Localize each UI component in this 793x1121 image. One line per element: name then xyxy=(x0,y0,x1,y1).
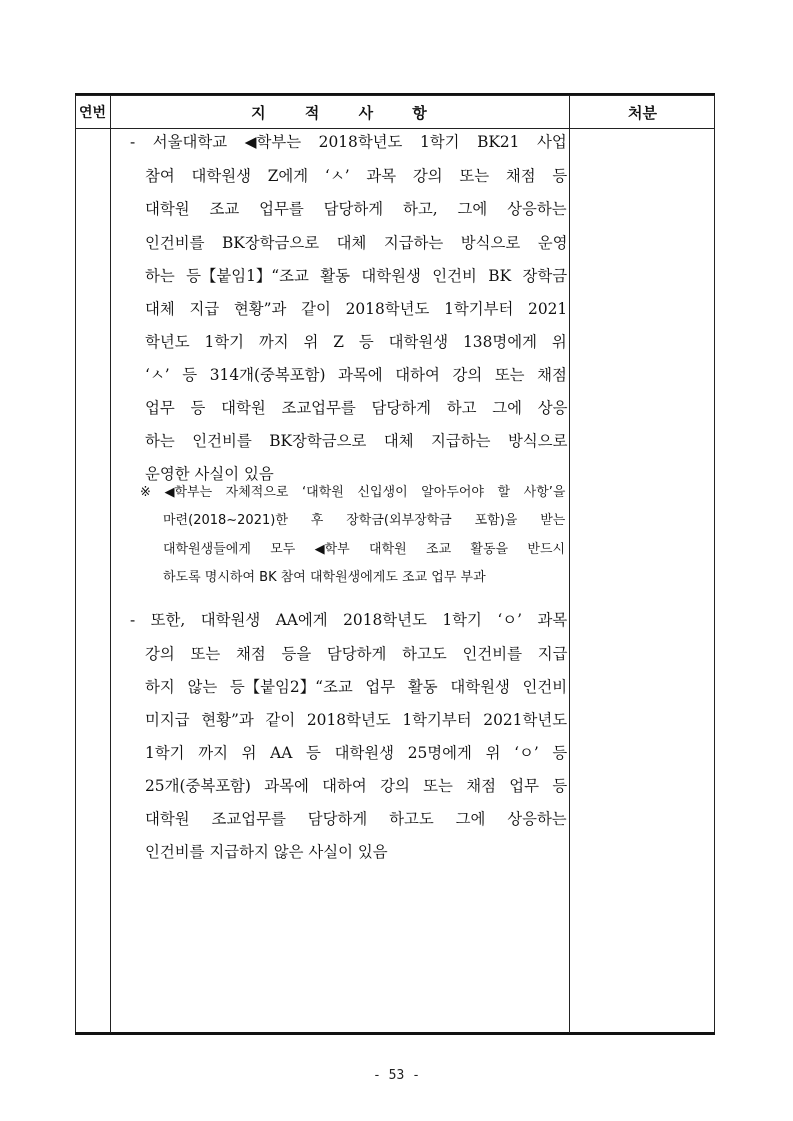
finding-line: 대학원 조교업무를 담당하게 하고도 그에 상응하는 xyxy=(145,810,567,828)
finding-line: - 또한, 대학원생 AA에게 2018학년도 1학기 ‘ㅇ’ 과목 xyxy=(130,611,568,629)
finding-line: 운영한 사실이 있음 xyxy=(145,465,274,483)
note-line: 마련(2018∼2021)한 후 장학금(외부장학금 포함)을 받는 xyxy=(163,513,566,528)
finding-line: 대체 지급 현황”과 같이 2018학년도 1학기부터 2021 xyxy=(145,300,568,318)
header-findings xyxy=(111,96,569,128)
header-no: 연번 xyxy=(78,105,107,121)
finding-line: 학년도 1학기 까지 위 Z 등 대학원생 138명에게 위 xyxy=(145,333,567,351)
page-number: - 53 - xyxy=(373,1068,420,1083)
finding-line: 참여 대학원생 Z에게 ‘ㅅ’ 과목 강의 또는 채점 등 xyxy=(145,167,568,185)
finding-line: 25개(중복포함) 과목에 대하여 강의 또는 채점 업무 등 xyxy=(145,777,568,795)
header-action: 처분 xyxy=(628,103,657,122)
note-line: 대학원생들에게 모두 ◀학부 대학원 조교 활동을 반드시 xyxy=(163,542,566,557)
finding-line: 인건비를 지급하지 않은 사실이 있음 xyxy=(145,843,388,861)
finding-line: 대학원 조교 업무를 담당하게 하고, 그에 상응하는 xyxy=(145,200,567,218)
table-bottom-rule xyxy=(75,1032,715,1035)
finding-line: 미지급 현황”과 같이 2018학년도 1학기부터 2021학년도 xyxy=(145,711,568,729)
finding-line: - 서울대학교 ◀학부는 2018학년도 1학기 BK21 사업 xyxy=(130,133,567,151)
finding-line: 강의 또는 채점 등을 담당하게 하고도 인건비를 지급 xyxy=(145,645,568,663)
header-divider xyxy=(75,128,715,129)
note-line: ※ ◀학부는 자체적으로 ‘대학원 신입생이 알아두어야 할 사항’을 xyxy=(140,485,566,500)
finding-line: 하지 않는 등【붙임2】“조교 업무 활동 대학원생 인건비 xyxy=(145,678,568,696)
column-divider-no xyxy=(110,95,111,1033)
finding-line: 하는 인건비를 BK장학금으로 대체 지급하는 방식으로 xyxy=(145,432,568,450)
column-divider-action xyxy=(569,95,570,1033)
finding-line: 업무 등 대학원 조교업무를 담당하게 하고 그에 상응 xyxy=(145,399,568,417)
note-line: 하도록 명시하여 BK 참여 대학원생에게도 조교 업무 부과 xyxy=(163,570,486,585)
finding-line: ‘ㅅ’ 등 314개(중복포함) 과목에 대하여 강의 또는 채점 xyxy=(145,366,567,384)
finding-line: 인건비를 BK장학금으로 대체 지급하는 방식으로 운영 xyxy=(145,234,568,252)
finding-line: 1학기 까지 위 AA 등 대학원생 25명에게 위 ‘ㅇ’ 등 xyxy=(145,744,568,762)
header-findings-label: 지 적 사 항 xyxy=(251,103,429,122)
finding-line: 하는 등【붙임1】“조교 활동 대학원생 인건비 BK 장학금 xyxy=(145,267,568,285)
